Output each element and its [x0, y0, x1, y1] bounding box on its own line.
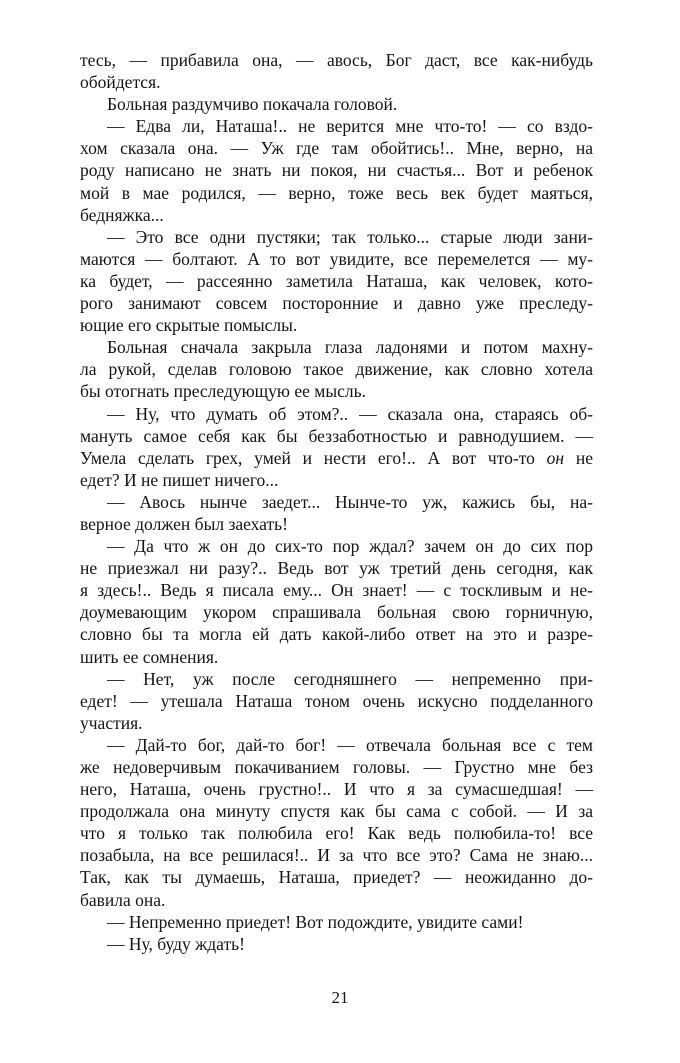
- paragraph-line: верное должен был заехать!: [80, 513, 288, 534]
- paragraph-line: Умела сделать грех, умей и нести его!.. А вот что-то он не: [80, 447, 593, 468]
- paragraph-line: мой в мае родился, — верно, тоже весь век будет маяться,: [80, 182, 593, 203]
- paragraph-first-line: — Непременно приедет! Вот подождите, увидите сами!: [107, 911, 524, 932]
- paragraph-line: что я только так полюбила его! Как ведь полюбила-то! все: [80, 823, 593, 844]
- paragraph-line: едет? И не пишет ничего...: [80, 469, 279, 490]
- paragraph-line: бедняжка...: [80, 204, 164, 225]
- paragraph-first-line: Больная раздумчиво покачала головой.: [107, 94, 398, 115]
- paragraph-line: мануть самое себя как бы беззаботностью и равнодушием. —: [80, 425, 593, 446]
- paragraph-line: едет! — утешала Наташа тоном очень искусно подделанного: [80, 690, 593, 711]
- paragraph-first-line: Больная сначала закрыла глаза ладонями и потом махну-: [107, 337, 593, 358]
- paragraph-line: бавила она.: [80, 889, 166, 910]
- paragraph-first-line: — Ну, что думать об этом?.. — сказала она, стараясь об-: [107, 403, 593, 424]
- paragraph-line: не приезжал ни разу?.. Ведь вот уж третий день сегодня, как: [80, 558, 593, 579]
- paragraph-first-line: — Едва ли, Наташа!.. не верится мне что-то! — со вздо-: [107, 116, 593, 137]
- paragraph-first-line: — Авось нынче заедет... Нынче-то уж, кажись бы, на-: [107, 491, 593, 512]
- page-number: 21: [331, 988, 349, 1007]
- paragraph-line: роду написано не знать ни покоя, ни счастья... Вот и ребенок: [80, 160, 593, 181]
- paragraph-first-line: — Дай-то бог, дай-то бог! — отвечала больная все с тем: [107, 734, 593, 755]
- paragraph-line: рого занимают совсем посторонние и давно уже преследу-: [80, 293, 593, 314]
- paragraph-line: же недоверчивым покачиванием головы. — Грустно мне без: [80, 757, 593, 777]
- paragraph-line: ла рукой, сделав головою такое движение, как словно хотела: [80, 359, 593, 380]
- paragraph-line: словно бы та могла ей дать какой-либо ответ на это и разре-: [80, 624, 593, 645]
- paragraph-line: позабыла, на все решилася!.. И за что все это? Сама не знаю...: [80, 845, 593, 866]
- emphasis: он: [546, 447, 565, 468]
- paragraph-line: хом сказала она. — Уж где там обойтись!.. Мне, верно, на: [80, 138, 593, 159]
- paragraph-line: обойдется.: [80, 72, 161, 93]
- paragraph-line: бы отогнать преследующую ее мысль.: [80, 381, 366, 402]
- paragraph-line: шить ее сомнения.: [80, 646, 219, 667]
- paragraph-line: продолжала она минуту спустя как бы сама с собой. — И за: [80, 801, 593, 822]
- paragraph-first-line: тесь, — прибавила она, — авось, Бог даст, все как-нибудь: [80, 50, 593, 70]
- paragraph-first-line: — Нет, уж после сегодняшнего — непременно при-: [107, 668, 593, 689]
- paragraph-first-line: — Это все одни пустяки; так только... старые люди зани-: [107, 226, 593, 247]
- paragraph-line: доумевающим укором спрашивала больная свою горничную,: [80, 602, 593, 623]
- paragraph-first-line: — Да что ж он до сих-то пор ждал? зачем он до сих пор: [107, 536, 593, 557]
- paragraph-line: ющие его скрытые помыслы.: [80, 315, 298, 336]
- paragraph-line: него, Наташа, очень грустно!.. И что я за сумасшедшая! —: [80, 779, 593, 800]
- paragraph-line: я здесь!.. Ведь я писала ему... Он знает! — с тоскливым и не-: [80, 580, 593, 601]
- paragraph-line: маются — болтают. А то вот увидите, все перемелется — му-: [80, 248, 593, 269]
- paragraph-line: участия.: [80, 712, 143, 733]
- paragraph-line: ка будет, — рассеянно заметила Наташа, как человек, кото-: [80, 270, 593, 291]
- paragraph-line: Так, как ты думаешь, Наташа, приедет? — неожиданно до-: [80, 867, 593, 888]
- page-text-block: [80, 49, 593, 955]
- paragraph-first-line: — Ну, буду ждать!: [107, 933, 245, 954]
